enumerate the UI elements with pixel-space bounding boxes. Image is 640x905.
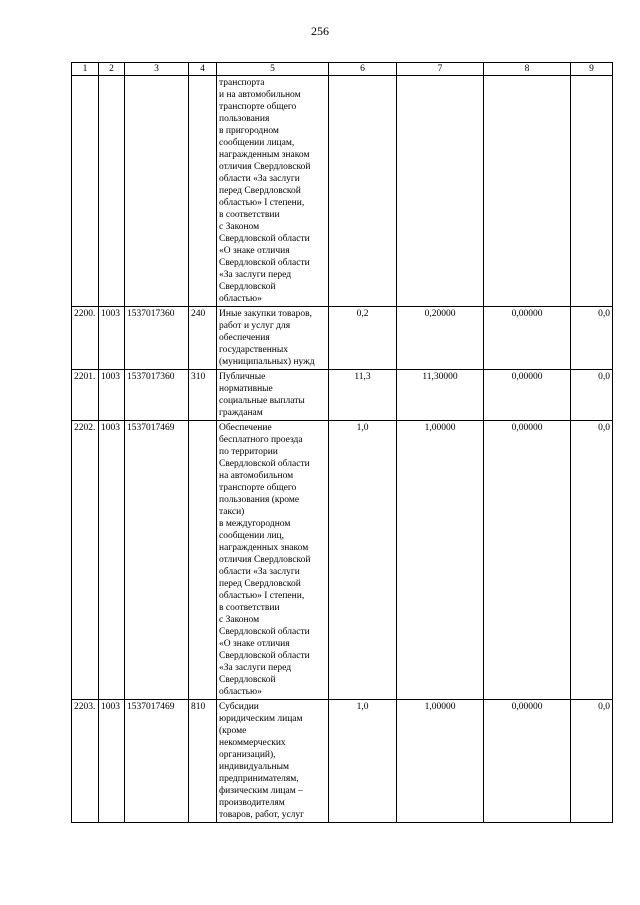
header-cell-7: 7: [397, 63, 484, 76]
expense-type-code: 810: [189, 700, 217, 823]
header-row: [72, 63, 613, 76]
amount-column-9: 0,0: [571, 700, 613, 823]
header-cell-5: 5: [217, 63, 329, 76]
amount-column-9: 0,0: [571, 307, 613, 370]
item-description: Публичные нормативные социальные выплаты гражданам: [217, 370, 329, 421]
row-number: 2201.: [72, 370, 99, 421]
expense-type-code: [189, 76, 217, 307]
header-cell-4: 4: [189, 63, 217, 76]
header-cell-6: 6: [329, 63, 397, 76]
row-number: 2202.: [72, 421, 99, 700]
amount-column-7: 0,20000: [397, 307, 484, 370]
amount-column-6: 1,0: [329, 421, 397, 700]
amount-column-9: [571, 76, 613, 307]
item-description: транспорта и на автомобильном транспорте общего пользования в пригородном сообщении лицам, награжденным знаком отличия Свердловской области «За заслуги перед Свердловской областью» I степени, в соответствии с Законом Свердловской области «О знаке отличия Свердловской области «За заслуги перед Свердловской областью»: [217, 76, 329, 307]
amount-column-6: 11,3: [329, 370, 397, 421]
expense-type-code: 310: [189, 370, 217, 421]
row-number: 2203.: [72, 700, 99, 823]
amount-column-6: 0,2: [329, 307, 397, 370]
header-cell-1: 1: [72, 63, 99, 76]
page-number: 256: [311, 24, 329, 38]
table-row: [72, 700, 613, 823]
header-cell-8: 8: [484, 63, 571, 76]
target-article-code: 1537017360: [125, 307, 189, 370]
table-row: [72, 421, 613, 700]
amount-column-8: 0,00000: [484, 307, 571, 370]
amount-column-6: 1,0: [329, 700, 397, 823]
amount-column-8: 0,00000: [484, 370, 571, 421]
item-description: Иные закупки товаров, работ и услуг для обеспечения государственных (муниципальных) нужд: [217, 307, 329, 370]
target-article-code: 1537017469: [125, 700, 189, 823]
section-code: 1003: [99, 307, 125, 370]
section-code: 1003: [99, 700, 125, 823]
amount-column-8: 0,00000: [484, 421, 571, 700]
row-number: [72, 76, 99, 307]
amount-column-8: 0,00000: [484, 700, 571, 823]
table-row: [72, 370, 613, 421]
header-cell-9: 9: [571, 63, 613, 76]
budget-table: [71, 62, 613, 823]
row-number: 2200.: [72, 307, 99, 370]
item-description: Обеспечение бесплатного проезда по территории Свердловской области на автомобильном транспорте общего пользования (кроме такси) в междугородном сообщении лиц, награжденных знаком отличия Свердловской области «За заслуги перед Свердловской областью» I степени, в соответствии с Законом Свердловской области «О знаке отличия Свердловской области «За заслуги перед Свердловской областью»: [217, 421, 329, 700]
expense-type-code: 240: [189, 307, 217, 370]
amount-column-9: 0,0: [571, 421, 613, 700]
section-code: [99, 76, 125, 307]
amount-column-7: 1,00000: [397, 421, 484, 700]
amount-column-7: 1,00000: [397, 700, 484, 823]
table-row: [72, 76, 613, 307]
expense-type-code: [189, 421, 217, 700]
amount-column-7: [397, 76, 484, 307]
section-code: 1003: [99, 370, 125, 421]
header-cell-2: 2: [99, 63, 125, 76]
item-description: Субсидии юридическим лицам (кроме некоммерческих организаций), индивидуальным предпринимателям, физическим лицам – производителям товаров, работ, услуг: [217, 700, 329, 823]
amount-column-9: 0,0: [571, 370, 613, 421]
target-article-code: 1537017469: [125, 421, 189, 700]
target-article-code: [125, 76, 189, 307]
amount-column-6: [329, 76, 397, 307]
target-article-code: 1537017360: [125, 370, 189, 421]
header-cell-3: 3: [125, 63, 189, 76]
amount-column-8: [484, 76, 571, 307]
section-code: 1003: [99, 421, 125, 700]
table-row: [72, 307, 613, 370]
amount-column-7: 11,30000: [397, 370, 484, 421]
